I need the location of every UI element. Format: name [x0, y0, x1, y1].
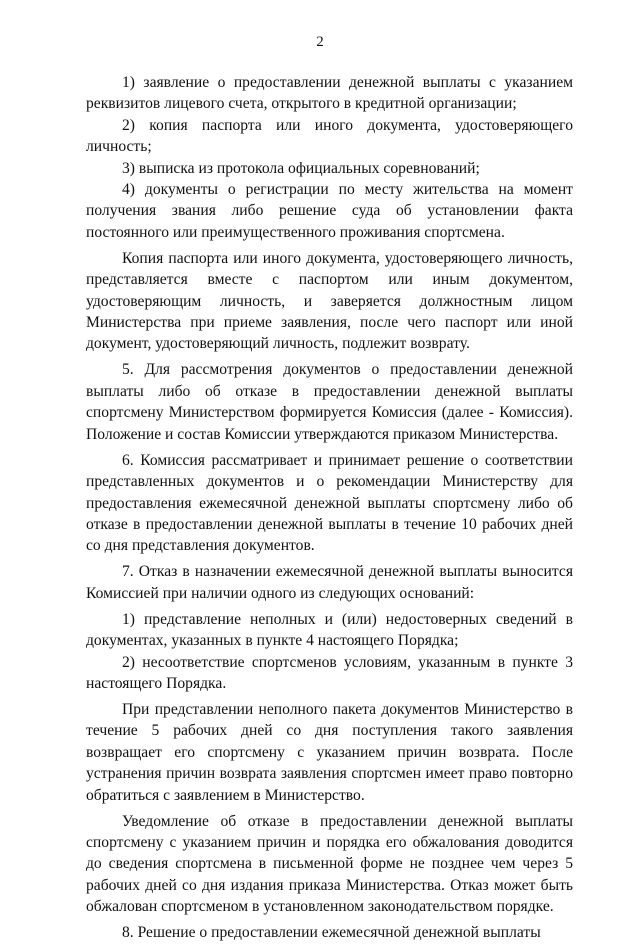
paragraph: Уведомление об отказе в предоставлении денежной выплаты спортсмену с указанием причин и порядка его обжалования доводится до сведения спортсмена в письменной форме не позднее чем через 5 рабочих дней со дня издания приказа Министерства. Отказ может быть обжалован спортсменом в установленном законодательством порядке. — [86, 812, 573, 916]
paragraph: 6. Комиссия рассматривает и принимает решение о соответствии представленных документов и о рекомендации Министерству для предоставления ежемесячной денежной выплаты спортсмену либо об отказе в предоставлении денежной выплаты в течение 10 рабочих дней со дня представления документов. — [86, 451, 573, 555]
document-body — [86, 72, 573, 948]
page-number: 2 — [316, 34, 324, 50]
list-item: 2) несоответствие спортсменов условиям, указанным в пункте 3 настоящего Порядка. — [86, 653, 573, 692]
list-item: 3) выписка из протокола официальных соревнований; — [122, 159, 480, 177]
paragraph: При представлении неполного пакета документов Министерство в течение 5 рабочих дней со дня поступления такого заявления возвращает его спортсмену с указанием причин возврата. После устранения причин возврата заявления спортсмен имеет право повторно обратиться с заявлением в Министерство. — [86, 700, 573, 804]
list-item: 1) заявление о предоставлении денежной выплаты с указанием реквизитов лицевого счета, открытого в кредитной организации; — [86, 74, 573, 113]
paragraph: 5. Для рассмотрения документов о предоставлении денежной выплаты либо об отказе в предоставлении денежной выплаты спортсмену Министерством формируется Комиссия (далее - Комиссия). Положение и состав Комиссии утверждаются приказом Министерства. — [86, 361, 573, 443]
paragraph: 7. Отказ в назначении ежемесячной денежной выплаты выносится Комиссией при наличии одного из следующих оснований: — [86, 563, 573, 602]
list-item: 1) представление неполных и (или) недостоверных сведений в документах, указанных в пункте 4 настоящего Порядка; — [86, 610, 573, 650]
list-item: 4) документы о регистрации по месту жительства на момент получения звания либо решение суда об установлении факта постоянного или преимущественного проживания спортсмена. — [86, 181, 573, 241]
list-item: 2) копия паспорта или иного документа, удостоверяющего личность; — [86, 116, 573, 156]
paragraph: Копия паспорта или иного документа, удостоверяющего личность, представляется вместе с паспортом или иным документом, удостоверяющим личность, и заверяется должностным лицом Министерства при приеме заявления, после чего паспорт или иной документ, удостоверяющий личность, подлежит возврату. — [86, 249, 573, 353]
paragraph: 8. Решение о предоставлении ежемесячной денежной выплаты — [122, 924, 541, 942]
